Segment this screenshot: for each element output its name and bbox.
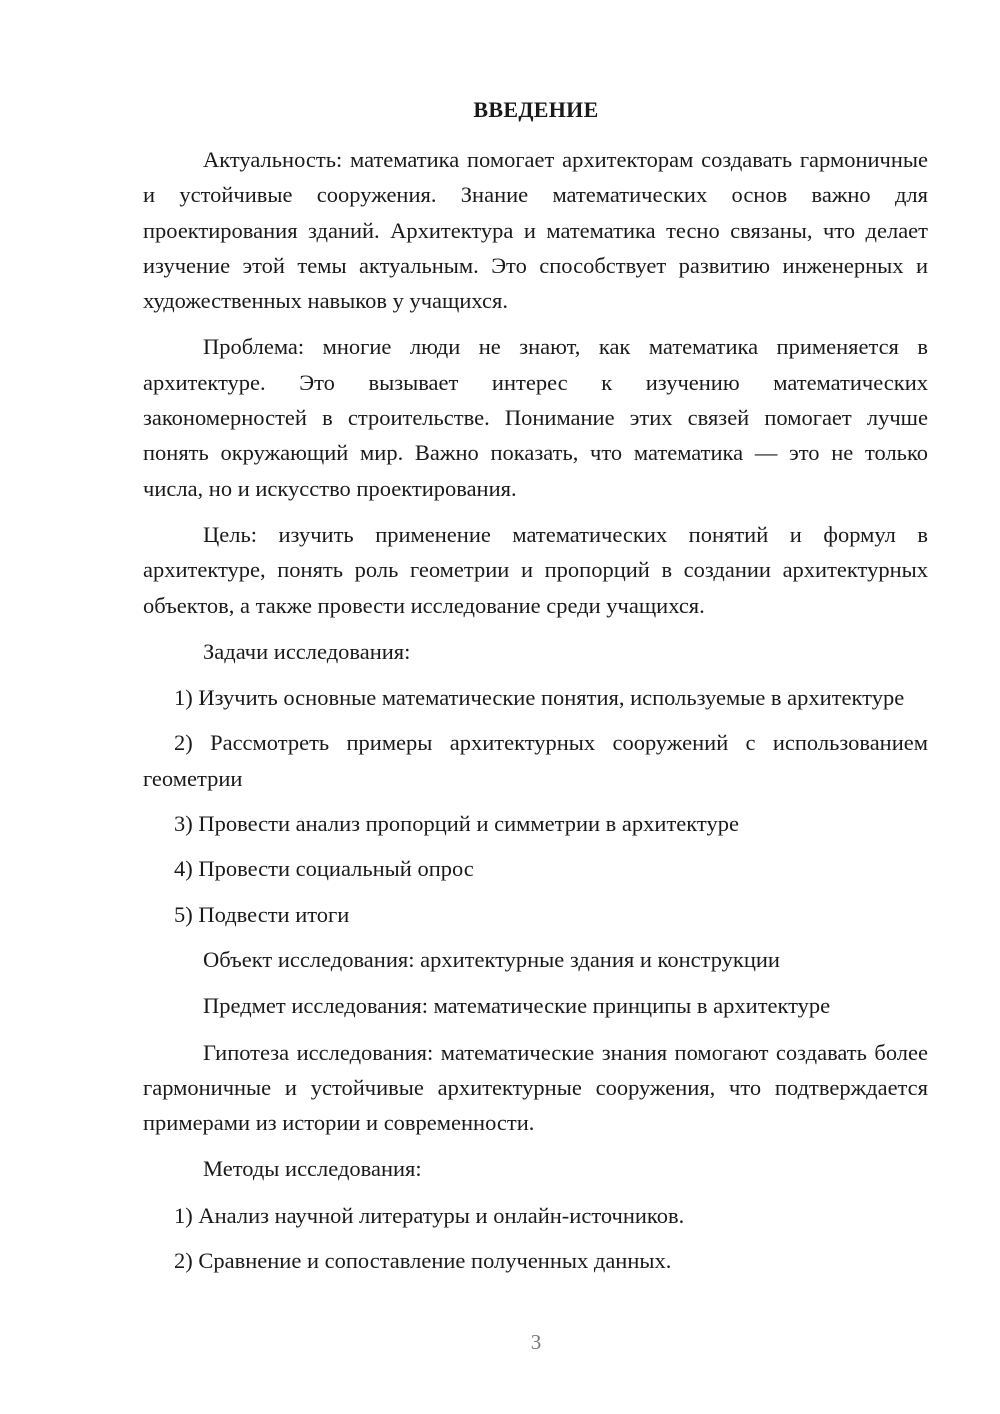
relevance-paragraph: Актуальность: математика помогает архитекторам создавать гармоничные и устойчивые сооружения. Знание математических основ важно для проектирования зданий. Архитектура и математика тесно связаны, что делает изучение этой темы актуальным. Это способствует развитию инженерных и художественных навыков у учащихся. — [143, 147, 928, 314]
section-title: ВВЕДЕНИЕ — [473, 97, 599, 122]
method-item: 1) Анализ научной литературы и онлайн-источников. — [174, 1202, 685, 1228]
problem-paragraph: Проблема: многие люди не знают, как математика применяется в архитектуре. Это вызывает интерес к изучению математических закономерностей в строительстве. Понимание этих связей помогает лучше понять окружающий мир. Важно показать, что математика — это не только числа, но и искусство проектирования. — [143, 334, 928, 501]
tasks-heading: Задачи исследования: — [203, 638, 411, 664]
hypothesis-paragraph: Гипотеза исследования: математические знания помогают создавать более гармоничные и устойчивые архитектурные сооружения, что подтверждается примерами из истории и современности. — [143, 1039, 928, 1136]
subject-paragraph: Предмет исследования: математические принципы в архитектуре — [203, 993, 831, 1019]
page-number: 3 — [530, 1330, 542, 1354]
document-body — [143, 142, 928, 1288]
method-item: 2) Сравнение и сопоставление полученных данных. — [174, 1248, 672, 1274]
task-item: 2) Рассмотреть примеры архитектурных сооружений с использованием геометрии — [143, 730, 928, 791]
task-item: 5) Подвести итоги — [174, 901, 350, 927]
task-item: 3) Провести анализ пропорций и симметрии в архитектуре — [174, 811, 739, 837]
goal-paragraph: Цель: изучить применение математических понятий и формул в архитектуре, понять роль геометрии и пропорций в создании архитектурных объектов, а также провести исследование среди учащихся. — [143, 521, 928, 618]
task-item: 4) Провести социальный опрос — [174, 856, 474, 882]
task-item: 1) Изучить основные математические понятия, используемые в архитектуре — [174, 685, 905, 711]
methods-heading: Методы исследования: — [203, 1156, 422, 1182]
object-paragraph: Объект исследования: архитектурные здания и конструкции — [203, 946, 780, 972]
